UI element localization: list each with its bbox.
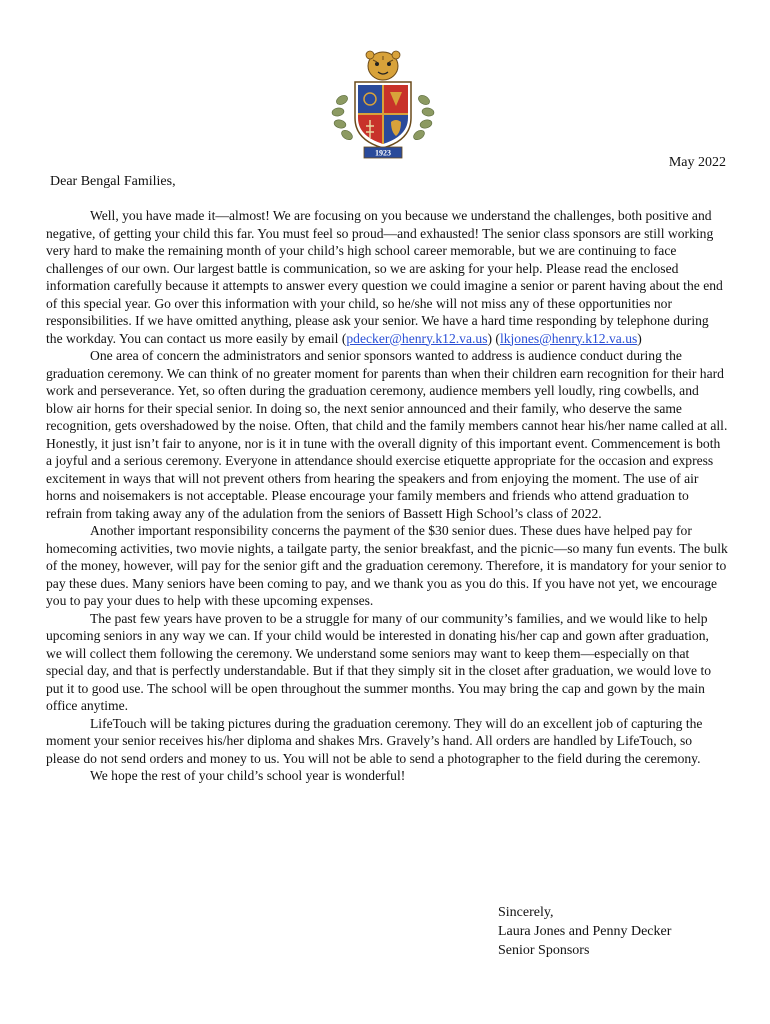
laurel-right-icon	[412, 94, 435, 142]
year-banner	[364, 147, 402, 158]
paragraph-2: One area of concern the administrators and senior sponsors wanted to address is audience conduct during the graduation ceremony. We can think of no greater moment for parents than when their children earn recognition for their hard work and perseverance. Yet, so often during the graduation ceremony, audience members yell loudly, ring cowbells, and blow air horns for their special senior. In doing so, the next senior announced and their family, who deserve the same recognition, gets overshadowed by the noise. Often, that child and the family members cannot hear his/her name called at all. Honestly, it just isn’t fair to anyone, nor is it in tune with the overall dignity of this important event. Commencement is both a joyful and a serious ceremony. Everyone in attendance should exercise etiquette appropriate for the occasion and express excitement in ways that will not prevent others from hearing the speakers and from enjoying the moment. The use of air horns and noisemakers is not acceptable. Please encourage your family members and friends who attend graduation to refrain from taking away any of the adulation from the seniors of Bassett High School’s class of 2022.	[46, 348, 728, 521]
paragraph-6: We hope the rest of your child’s school year is wonderful!	[90, 768, 406, 783]
email-link-lkjones[interactable]: lkjones@henry.k12.va.us	[499, 330, 638, 346]
paragraph-5: LifeTouch will be taking pictures during the graduation ceremony. They will do an excellent job of capturing the moment your senior receives his/her diploma and shakes Mrs. Gravely’s hand. All orders are handled by LifeTouch, so please do not send orders and money to us. You will not be able to send a photographer to the field during the ceremony.	[46, 715, 703, 766]
signatory-title: Senior Sponsors	[498, 943, 590, 958]
school-crest-logo	[328, 48, 438, 160]
closing-block	[498, 903, 671, 960]
salutation: Dear Bengal Families,	[50, 174, 176, 189]
email-link-pdecker[interactable]: pdecker@henry.k12.va.us	[346, 330, 488, 346]
laurel-left-icon	[331, 94, 354, 142]
paragraph-1: Well, you have made it—almost! We are focusing on you because we understand the challenges, both positive and negative, of getting your child this far. You must feel so proud—and exhausted! The senior class sponsors are still working very hard to make the remaining month of your child’s high school career memorable, but we are continuing to face challenges of our own. Our largest battle is communication, so we are asking for your help. Please read the enclosed information carefully because it attempts to answer every question we could imagine a senior or parent having about the end of this special year. Go over this information with your child, so he/she will not miss any of these opportunities nor responsibilities. If we have omitted anything, please ask your senior. We have a hard time responding by telephone during the workday. You can contact us more easily by email (pdecker@henry.k12.va.us) (lkjones@henry.k12.va.us)	[46, 208, 723, 346]
valediction: Sincerely,	[498, 905, 554, 920]
paragraph-4: The past few years have proven to be a struggle for many of our community’s families, and we would like to help upcoming seniors in any way we can. If your child would be interested in donating his/her cap and gown after graduation, we will collect them following the ceremony. We understand some seniors may want to keep them—especially on that special day, and that is perfectly understandable. But if that they simply sit in the closet after graduation, we would love to put it to good use. The school will be open throughout the summer months. You may bring the cap and gown by the main office anytime.	[46, 610, 712, 713]
paragraph-3: Another important responsibility concerns the payment of the $30 senior dues. These dues have helped pay for homecoming activities, two movie nights, a tailgate party, the senior breakfast, and the picnic—so many fun events. The bulk of the money, however, will pay for the senior gift and the graduation ceremony. Therefore, it is mandatory for your senior to pay these dues. Many seniors have been coming to pay, and we thank you as you do this. If you have not yet, we encourage you to pay your dues to help with these upcoming expenses.	[46, 523, 728, 608]
shield-icon	[355, 82, 411, 148]
letter-date: May 2022	[668, 155, 726, 170]
tiger-head-icon	[366, 51, 400, 80]
signatory-names: Laura Jones and Penny Decker	[498, 924, 672, 939]
crest-year: 1923	[375, 148, 391, 158]
letter-body	[46, 207, 728, 785]
